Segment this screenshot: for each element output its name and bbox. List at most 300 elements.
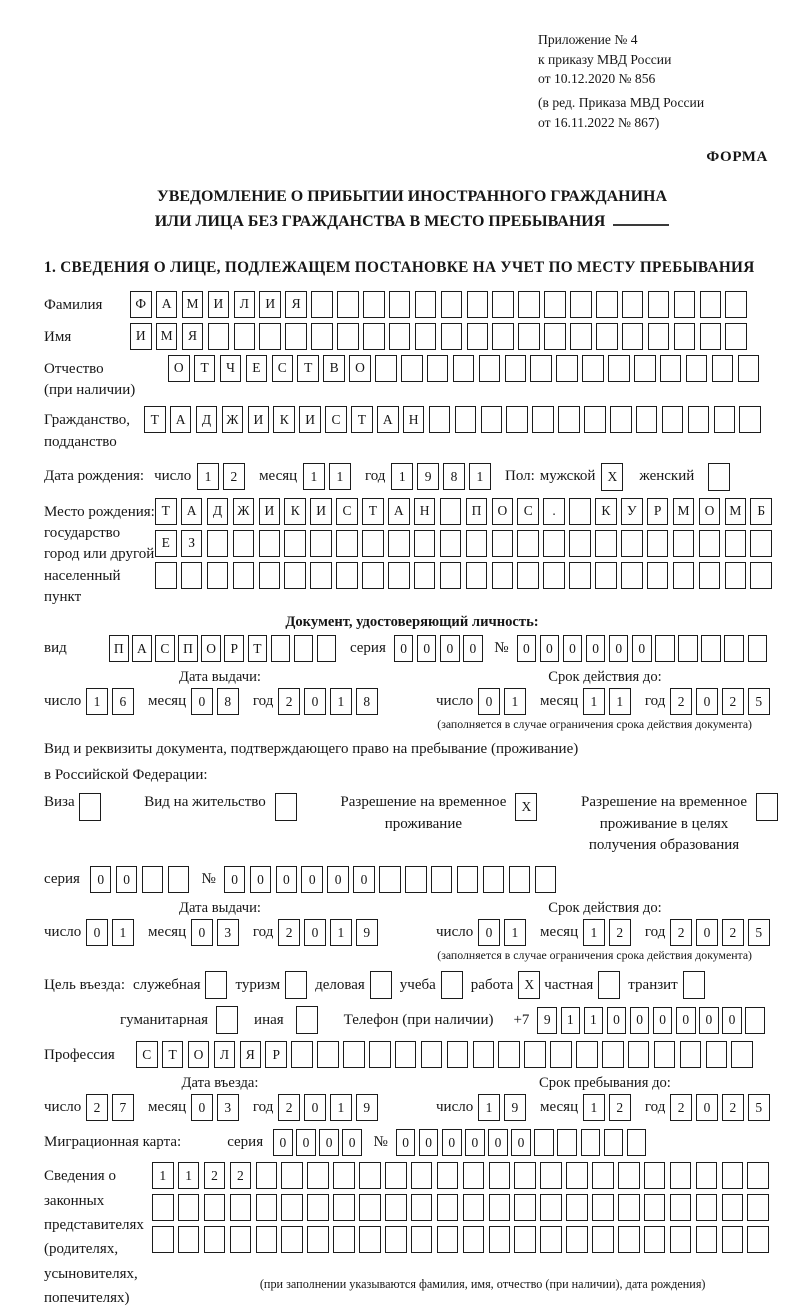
char-cell[interactable] xyxy=(610,406,632,433)
char-cell[interactable] xyxy=(648,323,670,350)
char-cell[interactable]: 0 xyxy=(304,1094,326,1121)
char-cell[interactable] xyxy=(544,323,566,350)
char-cell[interactable]: К xyxy=(273,406,295,433)
char-cell[interactable]: 0 xyxy=(488,1129,508,1156)
char-cell[interactable] xyxy=(307,1226,329,1253)
char-cell[interactable]: А xyxy=(156,291,178,318)
char-cell[interactable]: 1 xyxy=(561,1007,581,1034)
char-cell[interactable] xyxy=(492,291,514,318)
char-cell[interactable] xyxy=(566,1194,588,1221)
char-cell[interactable] xyxy=(311,323,333,350)
char-cell[interactable] xyxy=(595,530,617,557)
char-cell[interactable]: 5 xyxy=(748,688,770,715)
char-cell[interactable]: С xyxy=(325,406,347,433)
char-cell[interactable] xyxy=(596,323,618,350)
char-cell[interactable] xyxy=(310,530,332,557)
char-cell[interactable]: 0 xyxy=(563,635,583,662)
char-cell[interactable]: 1 xyxy=(609,688,631,715)
char-cell[interactable]: 2 xyxy=(86,1094,108,1121)
char-cell[interactable] xyxy=(540,1162,562,1189)
char-cell[interactable]: 9 xyxy=(417,463,439,490)
char-cell[interactable]: 0 xyxy=(191,1094,213,1121)
purpose-commercial-checkbox[interactable] xyxy=(370,971,392,999)
char-cell[interactable] xyxy=(581,1129,601,1156)
char-cell[interactable]: 0 xyxy=(90,866,112,893)
char-cell[interactable] xyxy=(230,1194,252,1221)
char-cell[interactable] xyxy=(712,355,734,382)
char-cell[interactable]: Н xyxy=(414,498,436,525)
char-cell[interactable] xyxy=(556,355,578,382)
char-cell[interactable]: 0 xyxy=(540,635,560,662)
char-cell[interactable] xyxy=(696,1162,718,1189)
char-cell[interactable]: 5 xyxy=(748,1094,770,1121)
char-cell[interactable] xyxy=(467,291,489,318)
char-cell[interactable]: 2 xyxy=(670,688,692,715)
char-cell[interactable]: Л xyxy=(234,291,256,318)
char-cell[interactable] xyxy=(722,1162,744,1189)
char-cell[interactable]: 0 xyxy=(86,919,108,946)
char-cell[interactable] xyxy=(259,530,281,557)
char-cell[interactable] xyxy=(566,1226,588,1253)
char-cell[interactable]: 2 xyxy=(278,688,300,715)
char-cell[interactable] xyxy=(543,562,565,589)
char-cell[interactable] xyxy=(337,291,359,318)
char-cell[interactable]: И xyxy=(259,291,281,318)
char-cell[interactable]: 8 xyxy=(443,463,465,490)
char-cell[interactable] xyxy=(317,1041,339,1068)
purpose-other-checkbox[interactable] xyxy=(296,1006,318,1034)
char-cell[interactable] xyxy=(256,1194,278,1221)
char-cell[interactable]: 9 xyxy=(356,1094,378,1121)
char-cell[interactable] xyxy=(608,355,630,382)
char-cell[interactable]: М xyxy=(673,498,695,525)
char-cell[interactable] xyxy=(281,1194,303,1221)
char-cell[interactable] xyxy=(557,1129,577,1156)
char-cell[interactable] xyxy=(592,1194,614,1221)
char-cell[interactable]: Я xyxy=(285,291,307,318)
char-cell[interactable] xyxy=(284,530,306,557)
char-cell[interactable] xyxy=(558,406,580,433)
char-cell[interactable]: 2 xyxy=(609,1094,631,1121)
char-cell[interactable]: И xyxy=(208,291,230,318)
char-cell[interactable]: 0 xyxy=(478,688,500,715)
char-cell[interactable] xyxy=(686,355,708,382)
char-cell[interactable] xyxy=(363,323,385,350)
char-cell[interactable]: Н xyxy=(403,406,425,433)
char-cell[interactable]: 0 xyxy=(396,1129,416,1156)
char-cell[interactable] xyxy=(514,1162,536,1189)
char-cell[interactable] xyxy=(670,1194,692,1221)
char-cell[interactable]: Т xyxy=(351,406,373,433)
char-cell[interactable] xyxy=(722,1194,744,1221)
char-cell[interactable] xyxy=(570,291,592,318)
purpose-study-checkbox[interactable] xyxy=(441,971,463,999)
char-cell[interactable]: 2 xyxy=(278,1094,300,1121)
char-cell[interactable]: Д xyxy=(196,406,218,433)
edu-permit-checkbox[interactable] xyxy=(756,793,778,821)
char-cell[interactable]: 0 xyxy=(511,1129,531,1156)
char-cell[interactable]: 0 xyxy=(722,1007,742,1034)
char-cell[interactable] xyxy=(725,323,747,350)
char-cell[interactable] xyxy=(437,1162,459,1189)
char-cell[interactable] xyxy=(514,1226,536,1253)
char-cell[interactable] xyxy=(699,530,721,557)
char-cell[interactable]: Т xyxy=(297,355,319,382)
char-cell[interactable] xyxy=(311,291,333,318)
char-cell[interactable]: 0 xyxy=(224,866,246,893)
char-cell[interactable] xyxy=(479,355,501,382)
char-cell[interactable]: Р xyxy=(224,635,244,662)
char-cell[interactable] xyxy=(411,1226,433,1253)
char-cell[interactable]: И xyxy=(299,406,321,433)
char-cell[interactable] xyxy=(750,530,772,557)
char-cell[interactable]: А xyxy=(388,498,410,525)
char-cell[interactable]: 1 xyxy=(178,1162,200,1189)
char-cell[interactable]: 0 xyxy=(116,866,138,893)
char-cell[interactable]: О xyxy=(168,355,190,382)
char-cell[interactable] xyxy=(178,1194,200,1221)
char-cell[interactable] xyxy=(699,562,721,589)
char-cell[interactable] xyxy=(706,1041,728,1068)
char-cell[interactable] xyxy=(440,562,462,589)
char-cell[interactable] xyxy=(437,1226,459,1253)
char-cell[interactable] xyxy=(389,291,411,318)
char-cell[interactable] xyxy=(447,1041,469,1068)
char-cell[interactable]: И xyxy=(130,323,152,350)
char-cell[interactable] xyxy=(455,406,477,433)
char-cell[interactable]: 1 xyxy=(504,688,526,715)
char-cell[interactable] xyxy=(627,1129,647,1156)
char-cell[interactable]: 3 xyxy=(217,919,239,946)
char-cell[interactable]: 0 xyxy=(304,919,326,946)
char-cell[interactable] xyxy=(700,323,722,350)
char-cell[interactable]: Т xyxy=(144,406,166,433)
char-cell[interactable]: 9 xyxy=(504,1094,526,1121)
char-cell[interactable] xyxy=(648,291,670,318)
char-cell[interactable] xyxy=(336,530,358,557)
char-cell[interactable]: Ф xyxy=(130,291,152,318)
char-cell[interactable] xyxy=(750,562,772,589)
char-cell[interactable] xyxy=(281,1226,303,1253)
char-cell[interactable] xyxy=(550,1041,572,1068)
char-cell[interactable]: 0 xyxy=(696,688,718,715)
char-cell[interactable]: 2 xyxy=(278,919,300,946)
char-cell[interactable]: П xyxy=(178,635,198,662)
purpose-humanitarian-checkbox[interactable] xyxy=(216,1006,238,1034)
char-cell[interactable] xyxy=(466,562,488,589)
char-cell[interactable] xyxy=(233,530,255,557)
male-checkbox[interactable]: X xyxy=(601,463,623,491)
char-cell[interactable] xyxy=(489,1194,511,1221)
char-cell[interactable] xyxy=(385,1194,407,1221)
char-cell[interactable] xyxy=(359,1226,381,1253)
char-cell[interactable] xyxy=(285,323,307,350)
char-cell[interactable]: 0 xyxy=(276,866,298,893)
char-cell[interactable] xyxy=(747,1194,769,1221)
char-cell[interactable] xyxy=(388,530,410,557)
char-cell[interactable] xyxy=(696,1226,718,1253)
char-cell[interactable] xyxy=(647,562,669,589)
char-cell[interactable]: А xyxy=(132,635,152,662)
char-cell[interactable]: Р xyxy=(647,498,669,525)
char-cell[interactable] xyxy=(700,291,722,318)
char-cell[interactable]: 1 xyxy=(86,688,108,715)
char-cell[interactable]: Е xyxy=(155,530,177,557)
char-cell[interactable] xyxy=(724,635,744,662)
char-cell[interactable] xyxy=(362,562,384,589)
char-cell[interactable]: 0 xyxy=(319,1129,339,1156)
char-cell[interactable] xyxy=(152,1226,174,1253)
char-cell[interactable]: 1 xyxy=(583,1094,605,1121)
purpose-private-checkbox[interactable] xyxy=(598,971,620,999)
char-cell[interactable] xyxy=(152,1194,174,1221)
char-cell[interactable] xyxy=(584,406,606,433)
char-cell[interactable] xyxy=(333,1194,355,1221)
char-cell[interactable] xyxy=(489,1226,511,1253)
char-cell[interactable]: П xyxy=(466,498,488,525)
char-cell[interactable] xyxy=(284,562,306,589)
char-cell[interactable]: 0 xyxy=(191,688,213,715)
char-cell[interactable] xyxy=(473,1041,495,1068)
char-cell[interactable]: 0 xyxy=(465,1129,485,1156)
char-cell[interactable]: 9 xyxy=(537,1007,557,1034)
char-cell[interactable]: К xyxy=(284,498,306,525)
char-cell[interactable]: М xyxy=(156,323,178,350)
char-cell[interactable]: Ж xyxy=(233,498,255,525)
char-cell[interactable]: Т xyxy=(248,635,268,662)
char-cell[interactable] xyxy=(622,323,644,350)
purpose-business-checkbox[interactable] xyxy=(205,971,227,999)
char-cell[interactable]: 0 xyxy=(440,635,460,662)
char-cell[interactable] xyxy=(517,562,539,589)
char-cell[interactable]: А xyxy=(181,498,203,525)
char-cell[interactable] xyxy=(725,530,747,557)
char-cell[interactable]: И xyxy=(259,498,281,525)
char-cell[interactable] xyxy=(543,530,565,557)
char-cell[interactable] xyxy=(317,635,337,662)
char-cell[interactable] xyxy=(673,530,695,557)
char-cell[interactable]: Д xyxy=(207,498,229,525)
char-cell[interactable] xyxy=(644,1194,666,1221)
char-cell[interactable]: Р xyxy=(265,1041,287,1068)
char-cell[interactable] xyxy=(466,530,488,557)
char-cell[interactable] xyxy=(634,355,656,382)
char-cell[interactable]: С xyxy=(517,498,539,525)
char-cell[interactable]: 1 xyxy=(330,1094,352,1121)
char-cell[interactable] xyxy=(336,562,358,589)
char-cell[interactable]: О xyxy=(699,498,721,525)
char-cell[interactable] xyxy=(566,1162,588,1189)
char-cell[interactable] xyxy=(421,1041,443,1068)
char-cell[interactable] xyxy=(534,1129,554,1156)
char-cell[interactable] xyxy=(437,1194,459,1221)
char-cell[interactable]: 0 xyxy=(607,1007,627,1034)
char-cell[interactable] xyxy=(256,1226,278,1253)
char-cell[interactable]: Ж xyxy=(222,406,244,433)
char-cell[interactable] xyxy=(680,1041,702,1068)
char-cell[interactable]: 0 xyxy=(327,866,349,893)
char-cell[interactable] xyxy=(208,323,230,350)
char-cell[interactable] xyxy=(602,1041,624,1068)
char-cell[interactable]: 3 xyxy=(217,1094,239,1121)
char-cell[interactable]: Б xyxy=(750,498,772,525)
char-cell[interactable] xyxy=(181,562,203,589)
char-cell[interactable]: Е xyxy=(246,355,268,382)
char-cell[interactable] xyxy=(359,1194,381,1221)
char-cell[interactable] xyxy=(405,866,427,893)
char-cell[interactable] xyxy=(414,562,436,589)
char-cell[interactable] xyxy=(618,1194,640,1221)
char-cell[interactable]: 1 xyxy=(152,1162,174,1189)
char-cell[interactable] xyxy=(359,1162,381,1189)
char-cell[interactable] xyxy=(622,291,644,318)
char-cell[interactable] xyxy=(505,355,527,382)
char-cell[interactable]: 1 xyxy=(583,688,605,715)
char-cell[interactable] xyxy=(440,530,462,557)
char-cell[interactable] xyxy=(636,406,658,433)
char-cell[interactable] xyxy=(463,1162,485,1189)
char-cell[interactable] xyxy=(738,355,760,382)
purpose-tourism-checkbox[interactable] xyxy=(285,971,307,999)
char-cell[interactable] xyxy=(747,1226,769,1253)
char-cell[interactable] xyxy=(644,1226,666,1253)
char-cell[interactable]: 0 xyxy=(699,1007,719,1034)
char-cell[interactable]: С xyxy=(136,1041,158,1068)
char-cell[interactable] xyxy=(498,1041,520,1068)
char-cell[interactable] xyxy=(379,866,401,893)
char-cell[interactable]: 0 xyxy=(676,1007,696,1034)
char-cell[interactable] xyxy=(535,866,557,893)
char-cell[interactable]: М xyxy=(725,498,747,525)
char-cell[interactable]: 0 xyxy=(696,919,718,946)
char-cell[interactable] xyxy=(256,1162,278,1189)
char-cell[interactable] xyxy=(291,1041,313,1068)
char-cell[interactable] xyxy=(375,355,397,382)
char-cell[interactable]: 2 xyxy=(722,919,744,946)
char-cell[interactable]: 1 xyxy=(330,919,352,946)
char-cell[interactable]: 1 xyxy=(583,919,605,946)
char-cell[interactable] xyxy=(628,1041,650,1068)
purpose-work-checkbox[interactable]: X xyxy=(518,971,540,999)
char-cell[interactable] xyxy=(333,1162,355,1189)
char-cell[interactable] xyxy=(481,406,503,433)
char-cell[interactable] xyxy=(385,1162,407,1189)
char-cell[interactable] xyxy=(544,291,566,318)
char-cell[interactable]: 0 xyxy=(394,635,414,662)
char-cell[interactable] xyxy=(343,1041,365,1068)
char-cell[interactable] xyxy=(281,1162,303,1189)
char-cell[interactable] xyxy=(363,291,385,318)
char-cell[interactable] xyxy=(395,1041,417,1068)
char-cell[interactable]: М xyxy=(182,291,204,318)
female-checkbox[interactable] xyxy=(708,463,730,491)
char-cell[interactable]: 6 xyxy=(112,688,134,715)
char-cell[interactable] xyxy=(509,866,531,893)
char-cell[interactable] xyxy=(440,498,462,525)
char-cell[interactable]: Т xyxy=(362,498,384,525)
residence-permit-checkbox[interactable] xyxy=(275,793,297,821)
char-cell[interactable] xyxy=(337,323,359,350)
char-cell[interactable]: 5 xyxy=(748,919,770,946)
char-cell[interactable] xyxy=(670,1162,692,1189)
char-cell[interactable] xyxy=(142,866,164,893)
char-cell[interactable]: 7 xyxy=(112,1094,134,1121)
char-cell[interactable]: 0 xyxy=(632,635,652,662)
char-cell[interactable]: 0 xyxy=(191,919,213,946)
char-cell[interactable]: 8 xyxy=(217,688,239,715)
char-cell[interactable] xyxy=(204,1226,226,1253)
char-cell[interactable] xyxy=(524,1041,546,1068)
char-cell[interactable]: Т xyxy=(155,498,177,525)
char-cell[interactable] xyxy=(595,562,617,589)
char-cell[interactable]: З xyxy=(181,530,203,557)
char-cell[interactable] xyxy=(722,1226,744,1253)
char-cell[interactable]: Ч xyxy=(220,355,242,382)
char-cell[interactable] xyxy=(673,562,695,589)
char-cell[interactable] xyxy=(688,406,710,433)
char-cell[interactable] xyxy=(429,406,451,433)
char-cell[interactable] xyxy=(592,1226,614,1253)
char-cell[interactable]: 0 xyxy=(653,1007,673,1034)
char-cell[interactable]: 0 xyxy=(301,866,323,893)
char-cell[interactable] xyxy=(271,635,291,662)
char-cell[interactable] xyxy=(662,406,684,433)
char-cell[interactable] xyxy=(674,323,696,350)
char-cell[interactable] xyxy=(618,1226,640,1253)
char-cell[interactable]: П xyxy=(109,635,129,662)
char-cell[interactable] xyxy=(532,406,554,433)
char-cell[interactable] xyxy=(230,1226,252,1253)
char-cell[interactable]: 1 xyxy=(329,463,351,490)
char-cell[interactable]: . xyxy=(543,498,565,525)
char-cell[interactable] xyxy=(748,635,768,662)
char-cell[interactable] xyxy=(514,1194,536,1221)
char-cell[interactable] xyxy=(647,530,669,557)
char-cell[interactable] xyxy=(582,355,604,382)
char-cell[interactable]: И xyxy=(248,406,270,433)
char-cell[interactable] xyxy=(747,1162,769,1189)
char-cell[interactable] xyxy=(415,323,437,350)
char-cell[interactable] xyxy=(155,562,177,589)
char-cell[interactable]: 2 xyxy=(223,463,245,490)
char-cell[interactable] xyxy=(385,1226,407,1253)
char-cell[interactable]: 0 xyxy=(353,866,375,893)
char-cell[interactable] xyxy=(168,866,190,893)
char-cell[interactable]: 1 xyxy=(330,688,352,715)
char-cell[interactable]: 1 xyxy=(584,1007,604,1034)
char-cell[interactable] xyxy=(369,1041,391,1068)
char-cell[interactable] xyxy=(674,291,696,318)
char-cell[interactable] xyxy=(307,1194,329,1221)
char-cell[interactable] xyxy=(576,1041,598,1068)
char-cell[interactable] xyxy=(701,635,721,662)
char-cell[interactable] xyxy=(234,323,256,350)
char-cell[interactable] xyxy=(654,1041,676,1068)
char-cell[interactable] xyxy=(492,323,514,350)
char-cell[interactable] xyxy=(492,562,514,589)
char-cell[interactable]: 8 xyxy=(356,688,378,715)
char-cell[interactable] xyxy=(333,1226,355,1253)
char-cell[interactable]: 0 xyxy=(630,1007,650,1034)
char-cell[interactable] xyxy=(670,1226,692,1253)
char-cell[interactable] xyxy=(411,1162,433,1189)
char-cell[interactable] xyxy=(457,866,479,893)
char-cell[interactable]: 2 xyxy=(722,688,744,715)
char-cell[interactable] xyxy=(739,406,761,433)
char-cell[interactable] xyxy=(621,530,643,557)
char-cell[interactable]: 9 xyxy=(356,919,378,946)
char-cell[interactable] xyxy=(745,1007,765,1034)
